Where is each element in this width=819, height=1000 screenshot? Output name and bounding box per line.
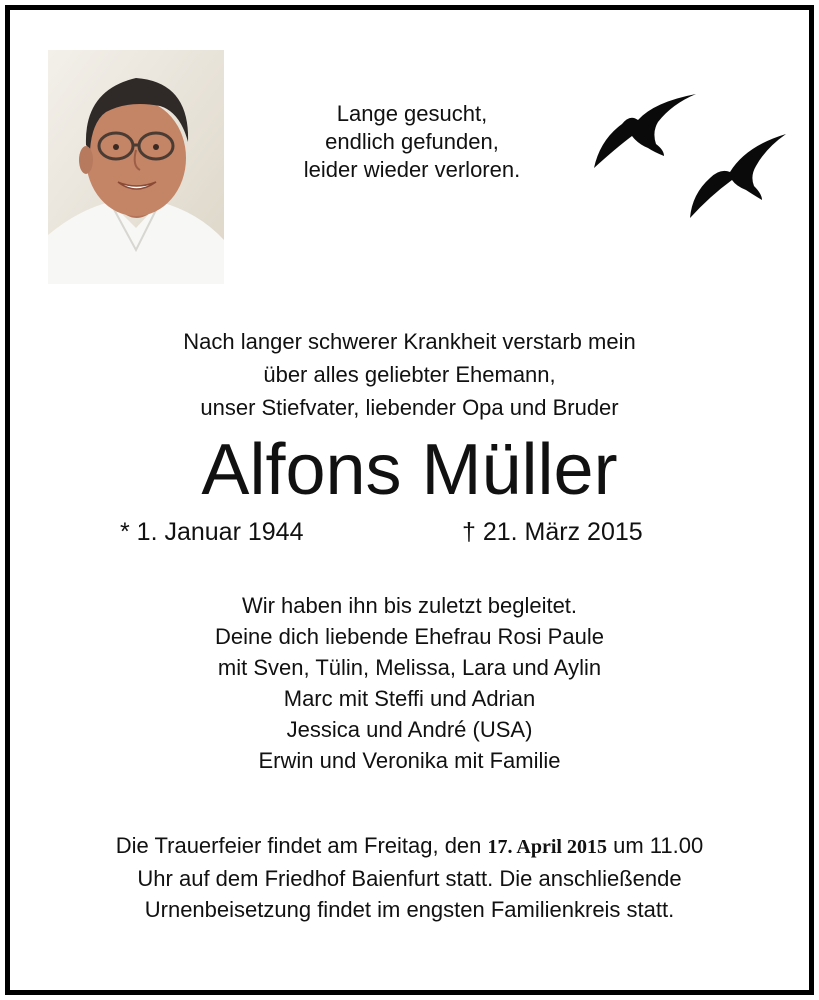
portrait-photo [48,50,224,284]
mourners-line: Erwin und Veronika mit Familie [258,748,561,773]
service-date: 17. April 2015 [487,836,607,858]
mourners-list [0,590,819,776]
mourners-line: Wir haben ihn bis zuletzt begleitet. [241,593,578,618]
announcement-line: über alles geliebter Ehemann, [263,362,556,387]
funeral-service-info [0,830,819,925]
service-line-3: Urnenbeisetzung findet im engsten Familienkreis statt. [144,897,675,922]
announcement-line: Nach langer schwerer Krankheit verstarb mein [183,329,636,354]
service-line-1 [0,830,819,863]
mourners-line: Marc mit Steffi und Adrian [283,686,536,711]
service-text: Die Trauerfeier findet am Freitag, den [115,833,482,858]
poem-line: endlich gefunden, [325,129,499,154]
announcement-text [0,325,819,424]
mourners-line: Jessica und André (USA) [286,717,533,742]
death-date: † 21. März 2015 [462,518,643,546]
deceased-name: Alfons Müller [201,430,618,510]
mourners-line: Deine dich liebende Ehefrau Rosi Paule [215,624,604,649]
announcement-line: unser Stiefvater, liebender Opa und Bruder [200,395,619,420]
bird-icon [592,90,700,170]
poem [252,100,572,184]
bird-icon [688,128,788,220]
birth-date: * 1. Januar 1944 [120,518,304,546]
poem-line: Lange gesucht, [336,101,488,126]
poem-line: leider wieder verloren. [303,157,521,182]
service-time: um 11.00 [613,833,704,858]
service-line-2: Uhr auf dem Friedhof Baienfurt statt. Die anschließende [137,866,682,891]
mourners-line: mit Sven, Tülin, Melissa, Lara und Aylin [217,655,602,680]
